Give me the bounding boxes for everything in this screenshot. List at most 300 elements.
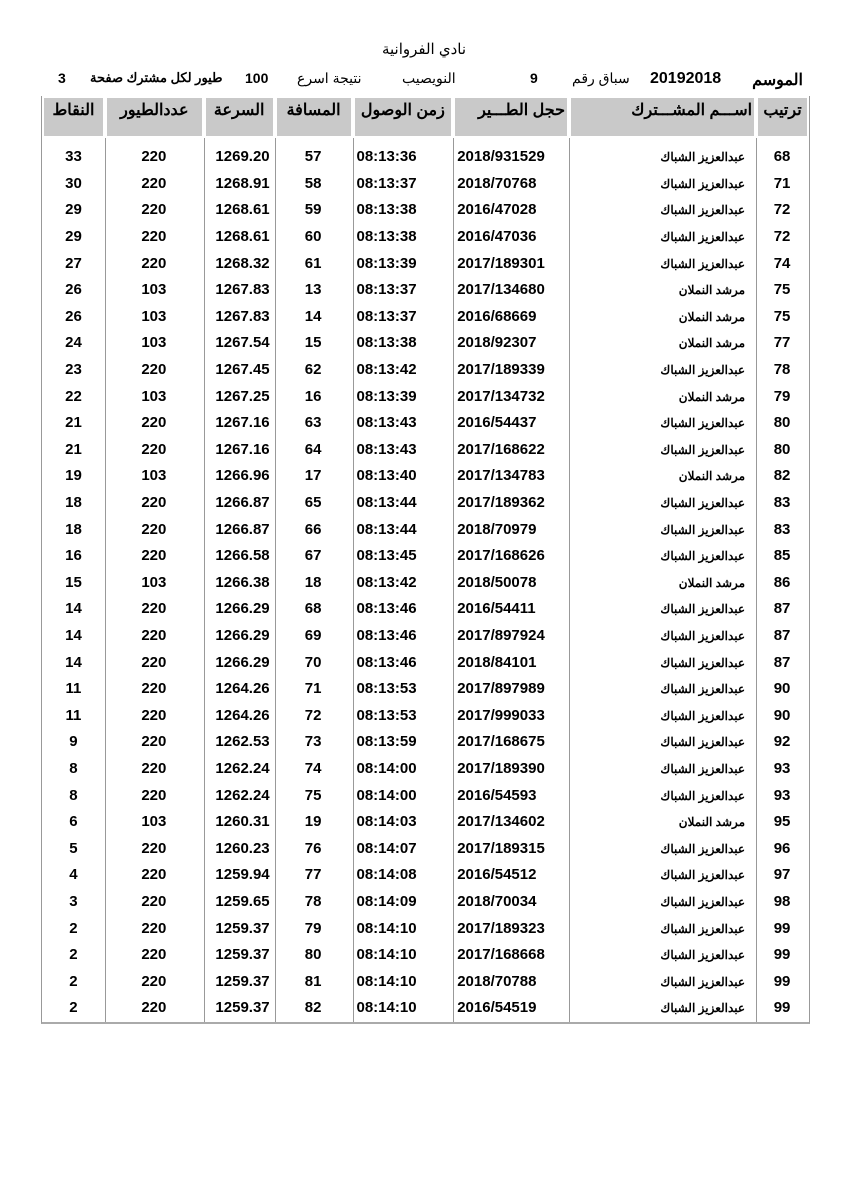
cell-rank: 86 <box>756 570 809 597</box>
cell-speed: 1267.54 <box>204 330 275 357</box>
cell-arrival-time: 08:14:10 <box>353 915 454 942</box>
results-table <box>41 96 810 1024</box>
cell-participant: مرشد النملان <box>569 463 756 490</box>
cell-distance: 80 <box>275 942 353 969</box>
cell-points: 30 <box>65 174 82 192</box>
header-speed: السرعة <box>204 96 275 138</box>
cell-arrival-time: 08:13:44 <box>353 490 454 517</box>
cell-participant: عبدالعزيز الشباك <box>569 437 756 464</box>
cell-speed: 1268.61 <box>204 224 275 251</box>
table-row <box>42 383 809 410</box>
cell-ring: 2017/189301 <box>453 250 569 277</box>
cell-arrival-time: 08:14:09 <box>353 889 454 916</box>
cell-distance: 63 <box>275 410 353 437</box>
cell-distance: 76 <box>275 835 353 862</box>
cell-rank: 85 <box>756 543 809 570</box>
cell-points: 24 <box>65 334 82 352</box>
cell-distance: 57 <box>275 144 353 171</box>
header-points: النقاط <box>42 96 105 138</box>
cell-speed: 1266.29 <box>204 623 275 650</box>
race-label: سباق رقم <box>572 70 630 86</box>
cell-rank: 80 <box>756 437 809 464</box>
cell-ring: 2018/70768 <box>453 171 569 198</box>
cell-participant: عبدالعزيز الشباك <box>569 702 756 729</box>
table-row <box>42 782 809 809</box>
cell-participant: عبدالعزيز الشباك <box>569 835 756 862</box>
cell-speed: 1259.37 <box>204 995 275 1022</box>
cell-bird-count: 220 <box>105 889 204 916</box>
cell-participant: عبدالعزيز الشباك <box>569 915 756 942</box>
table-row <box>42 968 809 995</box>
page-number: 3 <box>58 70 66 86</box>
cell-bird-count: 220 <box>105 835 204 862</box>
cell-ring: 2016/54411 <box>453 596 569 623</box>
cell-ring: 2017/897989 <box>453 676 569 703</box>
cell-speed: 1267.45 <box>204 357 275 384</box>
cell-rank: 75 <box>756 277 809 304</box>
cell-participant: مرشد النملان <box>569 383 756 410</box>
cell-speed: 1267.25 <box>204 383 275 410</box>
table-row <box>42 702 809 729</box>
cell-arrival-time: 08:14:07 <box>353 835 454 862</box>
cell-arrival-time: 08:13:46 <box>353 623 454 650</box>
cell-rank: 87 <box>756 596 809 623</box>
cell-participant: عبدالعزيز الشباك <box>569 968 756 995</box>
cell-rank: 83 <box>756 516 809 543</box>
cell-speed: 1266.58 <box>204 543 275 570</box>
cell-rank: 68 <box>756 144 809 171</box>
table-row <box>42 463 809 490</box>
cell-participant: مرشد النملان <box>569 330 756 357</box>
cell-arrival-time: 08:14:00 <box>353 756 454 783</box>
race-number: 9 <box>530 70 538 86</box>
header-distance: المسافة <box>275 96 353 138</box>
cell-arrival-time: 08:13:46 <box>353 596 454 623</box>
cell-points: 33 <box>65 148 82 166</box>
table-row <box>42 543 809 570</box>
cell-participant: عبدالعزيز الشباك <box>569 756 756 783</box>
cell-ring: 2016/54519 <box>453 995 569 1022</box>
cell-speed: 1259.37 <box>204 942 275 969</box>
cell-rank: 90 <box>756 702 809 729</box>
cell-participant: عبدالعزيز الشباك <box>569 144 756 171</box>
cell-rank: 97 <box>756 862 809 889</box>
cell-arrival-time: 08:13:38 <box>353 330 454 357</box>
cell-distance: 71 <box>275 676 353 703</box>
cell-ring: 2017/897924 <box>453 623 569 650</box>
cell-participant: عبدالعزيز الشباك <box>569 543 756 570</box>
cell-ring: 2018/70979 <box>453 516 569 543</box>
table-row <box>42 915 809 942</box>
cell-ring: 2017/168622 <box>453 437 569 464</box>
cell-bird-count: 220 <box>105 756 204 783</box>
cell-rank: 99 <box>756 995 809 1022</box>
cell-arrival-time: 08:14:03 <box>353 809 454 836</box>
season-label: الموسم <box>752 72 803 89</box>
cell-points: 29 <box>65 228 82 246</box>
cell-distance: 17 <box>275 463 353 490</box>
cell-ring: 2017/189323 <box>453 915 569 942</box>
cell-rank: 75 <box>756 304 809 331</box>
cell-participant: عبدالعزيز الشباك <box>569 995 756 1022</box>
cell-ring: 2018/84101 <box>453 649 569 676</box>
table-row <box>42 516 809 543</box>
cell-arrival-time: 08:13:40 <box>353 463 454 490</box>
cell-arrival-time: 08:13:38 <box>353 224 454 251</box>
cell-rank: 72 <box>756 224 809 251</box>
table-row <box>42 809 809 836</box>
cell-speed: 1268.32 <box>204 250 275 277</box>
cell-participant: مرشد النملان <box>569 277 756 304</box>
cell-speed: 1264.26 <box>204 676 275 703</box>
table-row <box>42 889 809 916</box>
cell-bird-count: 220 <box>105 357 204 384</box>
cell-participant: عبدالعزيز الشباك <box>569 596 756 623</box>
cell-arrival-time: 08:13:39 <box>353 383 454 410</box>
cell-ring: 2018/931529 <box>453 144 569 171</box>
cell-ring: 2017/134602 <box>453 809 569 836</box>
cell-points: 14 <box>65 653 82 671</box>
cell-arrival-time: 08:14:10 <box>353 942 454 969</box>
cell-arrival-time: 08:13:42 <box>353 357 454 384</box>
cell-bird-count: 103 <box>105 383 204 410</box>
table-header <box>42 96 809 138</box>
cell-speed: 1268.91 <box>204 171 275 198</box>
table-row <box>42 862 809 889</box>
cell-ring: 2018/50078 <box>453 570 569 597</box>
cell-points: 11 <box>65 680 82 698</box>
cell-speed: 1267.83 <box>204 304 275 331</box>
cell-rank: 90 <box>756 676 809 703</box>
cell-distance: 66 <box>275 516 353 543</box>
cell-participant: عبدالعزيز الشباك <box>569 490 756 517</box>
cell-points: 5 <box>69 839 78 857</box>
cell-rank: 93 <box>756 756 809 783</box>
cell-arrival-time: 08:13:53 <box>353 702 454 729</box>
cell-points: 14 <box>65 626 82 644</box>
cell-arrival-time: 08:13:45 <box>353 543 454 570</box>
cell-points: 26 <box>65 307 82 325</box>
cell-points: 18 <box>65 520 82 538</box>
cell-bird-count: 220 <box>105 915 204 942</box>
cell-distance: 18 <box>275 570 353 597</box>
cell-bird-count: 220 <box>105 649 204 676</box>
race-location: النويصيب <box>402 70 456 86</box>
cell-speed: 1266.87 <box>204 490 275 517</box>
cell-rank: 99 <box>756 968 809 995</box>
cell-speed: 1266.38 <box>204 570 275 597</box>
cell-speed: 1266.87 <box>204 516 275 543</box>
cell-points: 2 <box>69 946 78 964</box>
cell-ring: 2018/70034 <box>453 889 569 916</box>
cell-bird-count: 103 <box>105 809 204 836</box>
cell-distance: 74 <box>275 756 353 783</box>
cell-ring: 2017/168668 <box>453 942 569 969</box>
table-row <box>42 250 809 277</box>
table-row <box>42 756 809 783</box>
table-row <box>42 197 809 224</box>
cell-bird-count: 220 <box>105 490 204 517</box>
header-rank: ترتيب <box>756 96 809 138</box>
cell-speed: 1267.83 <box>204 277 275 304</box>
cell-points: 2 <box>69 999 78 1017</box>
cell-bird-count: 220 <box>105 410 204 437</box>
result-label: نتيجة اسرع <box>297 70 362 86</box>
cell-points: 2 <box>69 919 78 937</box>
cell-distance: 75 <box>275 782 353 809</box>
cell-rank: 96 <box>756 835 809 862</box>
cell-points: 29 <box>65 201 82 219</box>
cell-ring: 2016/68669 <box>453 304 569 331</box>
cell-bird-count: 220 <box>105 171 204 198</box>
cell-points: 27 <box>65 254 82 272</box>
table-row <box>42 623 809 650</box>
season-value: 20192018 <box>650 70 722 87</box>
cell-speed: 1264.26 <box>204 702 275 729</box>
cell-arrival-time: 08:13:59 <box>353 729 454 756</box>
cell-bird-count: 220 <box>105 516 204 543</box>
header-ring: حجل الطـــير <box>453 96 569 138</box>
cell-participant: عبدالعزيز الشباك <box>569 250 756 277</box>
cell-rank: 95 <box>756 809 809 836</box>
cell-bird-count: 220 <box>105 623 204 650</box>
cell-points: 21 <box>65 414 82 432</box>
cell-bird-count: 220 <box>105 702 204 729</box>
cell-points: 22 <box>65 387 82 405</box>
cell-ring: 2017/134783 <box>453 463 569 490</box>
cell-distance: 19 <box>275 809 353 836</box>
cell-rank: 78 <box>756 357 809 384</box>
cell-bird-count: 103 <box>105 304 204 331</box>
header-participant: اســـم المشـــترك <box>569 96 756 138</box>
cell-arrival-time: 08:14:00 <box>353 782 454 809</box>
cell-arrival-time: 08:14:08 <box>353 862 454 889</box>
table-row <box>42 676 809 703</box>
cell-arrival-time: 08:13:43 <box>353 437 454 464</box>
cell-rank: 79 <box>756 383 809 410</box>
cell-speed: 1259.37 <box>204 968 275 995</box>
cell-rank: 92 <box>756 729 809 756</box>
cell-bird-count: 220 <box>105 144 204 171</box>
cell-participant: عبدالعزيز الشباك <box>569 516 756 543</box>
cell-distance: 77 <box>275 862 353 889</box>
cell-ring: 2017/189339 <box>453 357 569 384</box>
table-row <box>42 729 809 756</box>
cell-speed: 1266.29 <box>204 596 275 623</box>
table-row <box>42 224 809 251</box>
cell-speed: 1262.24 <box>204 782 275 809</box>
cell-distance: 16 <box>275 383 353 410</box>
cell-arrival-time: 08:13:43 <box>353 410 454 437</box>
cell-distance: 59 <box>275 197 353 224</box>
cell-bird-count: 103 <box>105 463 204 490</box>
cell-rank: 87 <box>756 649 809 676</box>
cell-points: 21 <box>65 440 82 458</box>
cell-speed: 1269.20 <box>204 144 275 171</box>
cell-points: 11 <box>65 706 82 724</box>
cell-ring: 2018/92307 <box>453 330 569 357</box>
cell-points: 18 <box>65 494 82 512</box>
table-row <box>42 304 809 331</box>
cell-speed: 1259.65 <box>204 889 275 916</box>
cell-bird-count: 220 <box>105 995 204 1022</box>
cell-arrival-time: 08:13:36 <box>353 144 454 171</box>
cell-rank: 80 <box>756 410 809 437</box>
cell-bird-count: 220 <box>105 729 204 756</box>
cell-participant: عبدالعزيز الشباك <box>569 649 756 676</box>
cell-bird-count: 220 <box>105 968 204 995</box>
cell-ring: 2017/134680 <box>453 277 569 304</box>
cell-distance: 69 <box>275 623 353 650</box>
cell-arrival-time: 08:13:39 <box>353 250 454 277</box>
per-participant-label: طيور لكل مشترك صفحة <box>90 70 223 85</box>
cell-ring: 2017/134732 <box>453 383 569 410</box>
cell-bird-count: 220 <box>105 197 204 224</box>
table-row <box>42 171 809 198</box>
cell-ring: 2017/168675 <box>453 729 569 756</box>
cell-ring: 2016/47036 <box>453 224 569 251</box>
cell-participant: عبدالعزيز الشباك <box>569 197 756 224</box>
cell-distance: 60 <box>275 224 353 251</box>
cell-rank: 99 <box>756 942 809 969</box>
cell-distance: 79 <box>275 915 353 942</box>
cell-ring: 2016/47028 <box>453 197 569 224</box>
cell-distance: 58 <box>275 171 353 198</box>
table-row <box>42 995 809 1022</box>
cell-arrival-time: 08:13:44 <box>353 516 454 543</box>
cell-participant: عبدالعزيز الشباك <box>569 623 756 650</box>
cell-ring: 2017/189315 <box>453 835 569 862</box>
cell-points: 14 <box>65 600 82 618</box>
cell-speed: 1267.16 <box>204 410 275 437</box>
table-row <box>42 144 809 171</box>
cell-points: 2 <box>69 972 78 990</box>
table-row <box>42 490 809 517</box>
cell-speed: 1262.24 <box>204 756 275 783</box>
cell-ring: 2016/54593 <box>453 782 569 809</box>
cell-rank: 82 <box>756 463 809 490</box>
fastest-count: 100 <box>245 70 269 86</box>
cell-distance: 72 <box>275 702 353 729</box>
cell-points: 3 <box>69 892 78 910</box>
header-bird-count: عددالطيور <box>105 96 204 138</box>
cell-points: 8 <box>69 759 78 777</box>
cell-distance: 82 <box>275 995 353 1022</box>
cell-distance: 15 <box>275 330 353 357</box>
table-row <box>42 410 809 437</box>
cell-participant: عبدالعزيز الشباك <box>569 729 756 756</box>
cell-speed: 1260.23 <box>204 835 275 862</box>
cell-points: 6 <box>69 813 78 831</box>
cell-bird-count: 220 <box>105 596 204 623</box>
cell-bird-count: 103 <box>105 330 204 357</box>
cell-arrival-time: 08:13:42 <box>353 570 454 597</box>
cell-rank: 83 <box>756 490 809 517</box>
cell-distance: 70 <box>275 649 353 676</box>
cell-speed: 1266.29 <box>204 649 275 676</box>
table-row <box>42 330 809 357</box>
cell-participant: مرشد النملان <box>569 570 756 597</box>
table-row <box>42 942 809 969</box>
cell-points: 16 <box>65 547 82 565</box>
cell-ring: 2016/54512 <box>453 862 569 889</box>
cell-bird-count: 220 <box>105 224 204 251</box>
table-row <box>42 649 809 676</box>
cell-speed: 1262.53 <box>204 729 275 756</box>
cell-participant: عبدالعزيز الشباك <box>569 889 756 916</box>
cell-bird-count: 220 <box>105 543 204 570</box>
cell-ring: 2017/189390 <box>453 756 569 783</box>
cell-distance: 14 <box>275 304 353 331</box>
cell-bird-count: 220 <box>105 782 204 809</box>
cell-bird-count: 220 <box>105 437 204 464</box>
cell-distance: 65 <box>275 490 353 517</box>
club-title: نادي الفروانية <box>381 41 467 58</box>
cell-rank: 98 <box>756 889 809 916</box>
cell-bird-count: 220 <box>105 676 204 703</box>
cell-participant: عبدالعزيز الشباك <box>569 171 756 198</box>
cell-rank: 71 <box>756 171 809 198</box>
table-row <box>42 437 809 464</box>
cell-arrival-time: 08:13:37 <box>353 277 454 304</box>
cell-rank: 93 <box>756 782 809 809</box>
header-arrival-time: زمن الوصول <box>353 96 454 138</box>
cell-bird-count: 103 <box>105 277 204 304</box>
cell-distance: 78 <box>275 889 353 916</box>
cell-speed: 1266.96 <box>204 463 275 490</box>
cell-speed: 1268.61 <box>204 197 275 224</box>
table-row <box>42 277 809 304</box>
cell-distance: 73 <box>275 729 353 756</box>
cell-participant: عبدالعزيز الشباك <box>569 357 756 384</box>
cell-speed: 1267.16 <box>204 437 275 464</box>
cell-participant: عبدالعزيز الشباك <box>569 676 756 703</box>
cell-arrival-time: 08:13:46 <box>353 649 454 676</box>
cell-distance: 64 <box>275 437 353 464</box>
cell-participant: مرشد النملان <box>569 809 756 836</box>
cell-arrival-time: 08:14:10 <box>353 968 454 995</box>
cell-rank: 77 <box>756 330 809 357</box>
cell-rank: 72 <box>756 197 809 224</box>
cell-ring: 2018/70788 <box>453 968 569 995</box>
cell-distance: 68 <box>275 596 353 623</box>
table-row <box>42 570 809 597</box>
cell-distance: 61 <box>275 250 353 277</box>
cell-points: 15 <box>65 573 82 591</box>
cell-distance: 13 <box>275 277 353 304</box>
cell-arrival-time: 08:13:37 <box>353 171 454 198</box>
cell-participant: عبدالعزيز الشباك <box>569 410 756 437</box>
cell-points: 9 <box>69 733 78 751</box>
cell-points: 26 <box>65 281 82 299</box>
cell-participant: عبدالعزيز الشباك <box>569 782 756 809</box>
cell-arrival-time: 08:13:53 <box>353 676 454 703</box>
cell-speed: 1259.37 <box>204 915 275 942</box>
cell-speed: 1259.94 <box>204 862 275 889</box>
cell-distance: 81 <box>275 968 353 995</box>
cell-distance: 62 <box>275 357 353 384</box>
cell-rank: 87 <box>756 623 809 650</box>
cell-points: 4 <box>69 866 78 884</box>
cell-points: 19 <box>65 467 82 485</box>
cell-rank: 74 <box>756 250 809 277</box>
table-row <box>42 596 809 623</box>
cell-arrival-time: 08:13:37 <box>353 304 454 331</box>
cell-points: 23 <box>65 361 82 379</box>
cell-points: 8 <box>69 786 78 804</box>
cell-arrival-time: 08:13:38 <box>353 197 454 224</box>
table-row <box>42 835 809 862</box>
